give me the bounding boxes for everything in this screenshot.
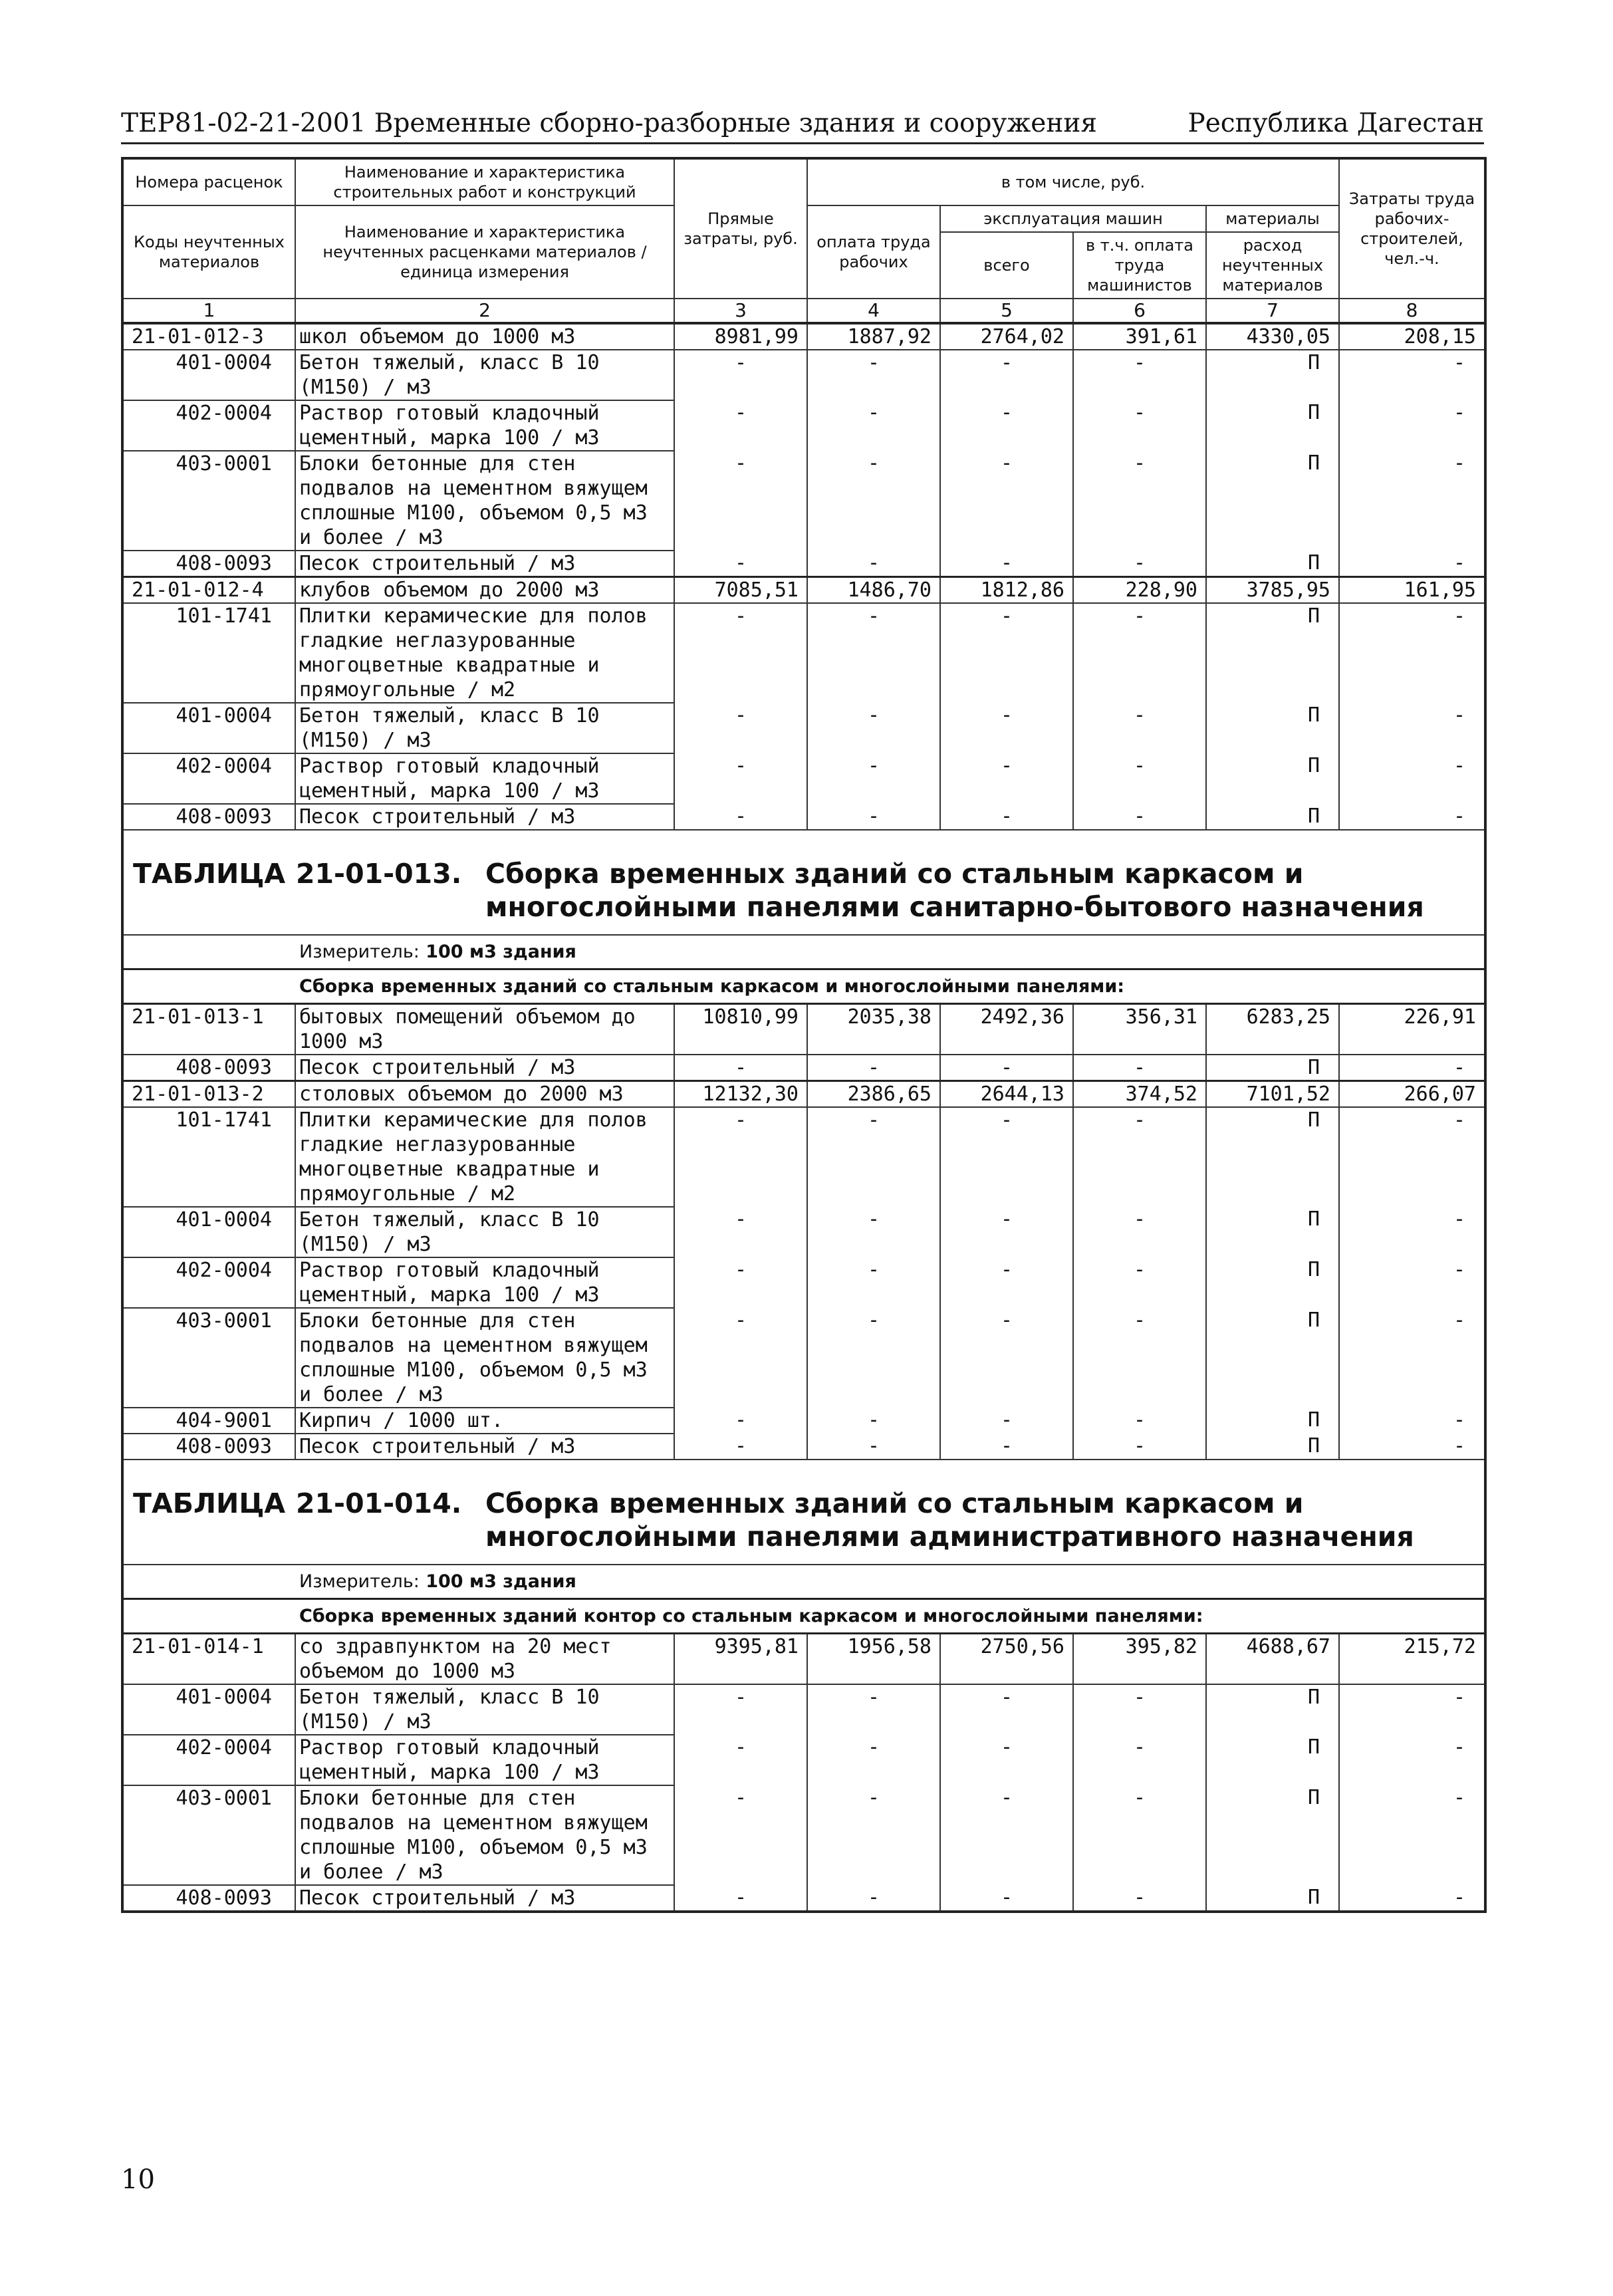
machines-total: - xyxy=(940,400,1073,451)
rate-code: 401-0004 xyxy=(122,1207,295,1257)
material-row xyxy=(122,1107,1485,1207)
header-materials: материалы xyxy=(1206,205,1339,232)
meter-label: Измеритель: xyxy=(299,1571,420,1592)
labor-cost: - xyxy=(1339,1408,1485,1434)
rate-name: столовых объемом до 2000 м3 xyxy=(295,1081,674,1108)
labor-cost: - xyxy=(1339,1885,1485,1912)
rate-code: 401-0004 xyxy=(122,350,295,400)
materials-cost: 3785,95 xyxy=(1206,577,1339,604)
direct-cost: - xyxy=(674,804,807,830)
machines-total: - xyxy=(940,1207,1073,1257)
labor-cost: 226,91 xyxy=(1339,1004,1485,1055)
machines-wages: 228,90 xyxy=(1073,577,1206,604)
table-title-text: Сборка временных зданий со стальным каркасом и многослойными панелями санитарно-бытового назначения xyxy=(485,858,1424,923)
rate-name: Песок строительный / м3 xyxy=(295,1055,674,1081)
material-row xyxy=(122,1207,1485,1257)
table-title xyxy=(122,830,1485,935)
machines-total: - xyxy=(940,1055,1073,1081)
wages-cost: - xyxy=(807,703,940,753)
labor-cost: - xyxy=(1339,350,1485,400)
labor-cost: - xyxy=(1339,1308,1485,1408)
material-row xyxy=(122,1785,1485,1885)
machines-wages: - xyxy=(1073,1055,1206,1081)
materials-cost: П xyxy=(1206,1408,1339,1434)
machines-total: - xyxy=(940,703,1073,753)
wages-cost: - xyxy=(807,603,940,703)
material-row xyxy=(122,1684,1485,1735)
rate-code: 101-1741 xyxy=(122,1107,295,1207)
col-number: 3 xyxy=(674,299,807,323)
material-row xyxy=(122,1308,1485,1408)
machines-wages: - xyxy=(1073,1207,1206,1257)
rate-code: 402-0004 xyxy=(122,753,295,804)
rate-name: бытовых помещений объемом до 1000 м3 xyxy=(295,1004,674,1055)
materials-cost: П xyxy=(1206,1107,1339,1207)
wages-cost: - xyxy=(807,804,940,830)
meter-row xyxy=(122,1565,1485,1599)
direct-cost: - xyxy=(674,1885,807,1912)
wages-cost: - xyxy=(807,1735,940,1785)
header-wages: оплата труда рабочих xyxy=(807,205,940,299)
materials-cost: П xyxy=(1206,1885,1339,1912)
labor-cost: - xyxy=(1339,1055,1485,1081)
wages-cost: - xyxy=(807,350,940,400)
rate-name: Плитки керамические для полов гладкие неглазурованные многоцветные квадратные и прямоугольные / м2 xyxy=(295,603,674,703)
labor-cost: - xyxy=(1339,400,1485,451)
labor-cost: - xyxy=(1339,451,1485,551)
materials-cost: 4330,05 xyxy=(1206,323,1339,350)
labor-cost: - xyxy=(1339,1785,1485,1885)
labor-cost: - xyxy=(1339,1257,1485,1308)
rate-code: 408-0093 xyxy=(122,1055,295,1081)
rate-name: Раствор готовый кладочный цементный, марка 100 / м3 xyxy=(295,400,674,451)
materials-cost: П xyxy=(1206,1684,1339,1735)
labor-cost: - xyxy=(1339,1207,1485,1257)
materials-cost: П xyxy=(1206,753,1339,804)
materials-cost: 7101,52 xyxy=(1206,1081,1339,1108)
materials-cost: 6283,25 xyxy=(1206,1004,1339,1055)
machines-wages: 391,61 xyxy=(1073,323,1206,350)
material-row xyxy=(122,1885,1485,1912)
rate-code: 402-0004 xyxy=(122,1735,295,1785)
rate-name: Бетон тяжелый, класс В 10 (М150) / м3 xyxy=(295,703,674,753)
rate-code: 21-01-012-4 xyxy=(122,577,295,604)
table-title-label: ТАБЛИЦА xyxy=(133,1487,286,1519)
machines-wages: - xyxy=(1073,703,1206,753)
rate-code: 408-0093 xyxy=(122,551,295,577)
table-title-row xyxy=(122,1460,1485,1565)
direct-cost: - xyxy=(674,1055,807,1081)
rate-name: Песок строительный / м3 xyxy=(295,1434,674,1460)
labor-cost: - xyxy=(1339,603,1485,703)
col-number: 4 xyxy=(807,299,940,323)
machines-total: - xyxy=(940,1107,1073,1207)
labor-cost: - xyxy=(1339,703,1485,753)
machines-wages: - xyxy=(1073,400,1206,451)
rate-name: Кирпич / 1000 шт. xyxy=(295,1408,674,1434)
machines-total: 1812,86 xyxy=(940,577,1073,604)
machines-wages: - xyxy=(1073,753,1206,804)
direct-cost: 10810,99 xyxy=(674,1004,807,1055)
rate-name: Плитки керамические для полов гладкие неглазурованные многоцветные квадратные и прямоугольные / м2 xyxy=(295,1107,674,1207)
rate-code: 408-0093 xyxy=(122,804,295,830)
machines-total: - xyxy=(940,804,1073,830)
rate-name: Песок строительный / м3 xyxy=(295,804,674,830)
machines-total: 2764,02 xyxy=(940,323,1073,350)
wages-cost: - xyxy=(807,1257,940,1308)
rate-code: 404-9001 xyxy=(122,1408,295,1434)
wages-cost: - xyxy=(807,1785,940,1885)
rate-code: 401-0004 xyxy=(122,703,295,753)
table-title-row xyxy=(122,830,1485,935)
table-title-number: 21-01-013. xyxy=(296,858,462,890)
machines-total: - xyxy=(940,1785,1073,1885)
col-number: 1 xyxy=(122,299,295,323)
materials-cost: П xyxy=(1206,603,1339,703)
materials-cost: 4688,67 xyxy=(1206,1634,1339,1685)
direct-cost: - xyxy=(674,551,807,577)
machines-total: 2750,56 xyxy=(940,1634,1073,1685)
direct-cost: - xyxy=(674,1207,807,1257)
table-title-wrap xyxy=(133,1487,1477,1553)
material-row xyxy=(122,1257,1485,1308)
machines-wages: - xyxy=(1073,1785,1206,1885)
materials-cost: П xyxy=(1206,400,1339,451)
materials-cost: П xyxy=(1206,451,1339,551)
wages-cost: 2035,38 xyxy=(807,1004,940,1055)
wages-cost: - xyxy=(807,1207,940,1257)
labor-cost: 208,15 xyxy=(1339,323,1485,350)
rate-row xyxy=(122,1004,1485,1055)
materials-cost: П xyxy=(1206,1055,1339,1081)
rate-code: 408-0093 xyxy=(122,1434,295,1460)
header-labor: Затраты труда рабочих-строителей, чел.-ч. xyxy=(1339,158,1485,299)
wages-cost: - xyxy=(807,451,940,551)
meter-label: Измеритель: xyxy=(299,942,420,962)
direct-cost: - xyxy=(674,451,807,551)
material-row xyxy=(122,603,1485,703)
machines-total: - xyxy=(940,753,1073,804)
materials-cost: П xyxy=(1206,1308,1339,1408)
group-heading: Сборка временных зданий контор со стальным каркасом и многослойными панелями: xyxy=(122,1599,1485,1634)
direct-cost: - xyxy=(674,400,807,451)
direct-cost: 12132,30 xyxy=(674,1081,807,1108)
wages-cost: - xyxy=(807,1107,940,1207)
materials-cost: П xyxy=(1206,1735,1339,1785)
meter-row xyxy=(122,935,1485,969)
machines-total: - xyxy=(940,1308,1073,1408)
rate-code: 408-0093 xyxy=(122,1885,295,1912)
direct-cost: 7085,51 xyxy=(674,577,807,604)
labor-cost: - xyxy=(1339,1735,1485,1785)
rate-code: 403-0001 xyxy=(122,1785,295,1885)
direct-cost: - xyxy=(674,603,807,703)
direct-cost: - xyxy=(674,1107,807,1207)
table-title-label: ТАБЛИЦА xyxy=(133,858,286,890)
wages-cost: - xyxy=(807,1408,940,1434)
col-number: 2 xyxy=(295,299,674,323)
rate-row xyxy=(122,1634,1485,1685)
rate-name: Бетон тяжелый, класс В 10 (М150) / м3 xyxy=(295,1684,674,1735)
column-numbers xyxy=(122,299,1485,323)
wages-cost: - xyxy=(807,400,940,451)
machines-total: - xyxy=(940,1684,1073,1735)
rate-name: Блоки бетонные для стен подвалов на цементном вяжущем сплошные М100, объемом 0,5 м3 и более / м3 xyxy=(295,451,674,551)
wages-cost: - xyxy=(807,551,940,577)
wages-cost: - xyxy=(807,1055,940,1081)
labor-cost: - xyxy=(1339,804,1485,830)
col-number: 7 xyxy=(1206,299,1339,323)
machines-total: - xyxy=(940,1735,1073,1785)
group-row xyxy=(122,969,1485,1004)
meter-value: 100 м3 здания xyxy=(426,942,576,962)
direct-cost: - xyxy=(674,1308,807,1408)
header-codes: Номера расценок xyxy=(122,158,295,205)
machines-wages: - xyxy=(1073,451,1206,551)
materials-cost: П xyxy=(1206,551,1339,577)
labor-cost: 161,95 xyxy=(1339,577,1485,604)
materials-cost: П xyxy=(1206,1257,1339,1308)
machines-total: - xyxy=(940,451,1073,551)
machines-wages: - xyxy=(1073,804,1206,830)
table-header xyxy=(122,158,1485,323)
direct-cost: - xyxy=(674,1434,807,1460)
rate-name: Блоки бетонные для стен подвалов на цементном вяжущем сплошные М100, объемом 0,5 м3 и более / м3 xyxy=(295,1308,674,1408)
machines-wages: - xyxy=(1073,350,1206,400)
labor-cost: 266,07 xyxy=(1339,1081,1485,1108)
wages-cost: 1887,92 xyxy=(807,323,940,350)
rate-name: школ объемом до 1000 м3 xyxy=(295,323,674,350)
direct-cost: - xyxy=(674,350,807,400)
machines-wages: - xyxy=(1073,1107,1206,1207)
rate-name: Песок строительный / м3 xyxy=(295,1885,674,1912)
machines-wages: - xyxy=(1073,1735,1206,1785)
direct-cost: - xyxy=(674,1408,807,1434)
region-name: Республика Дагестан xyxy=(1187,108,1484,138)
rate-name: Раствор готовый кладочный цементный, марка 100 / м3 xyxy=(295,1735,674,1785)
group-row xyxy=(122,1599,1485,1634)
wages-cost: 2386,65 xyxy=(807,1081,940,1108)
rate-name: Песок строительный / м3 xyxy=(295,551,674,577)
rate-code: 402-0004 xyxy=(122,1257,295,1308)
labor-cost: - xyxy=(1339,753,1485,804)
rate-code: 403-0001 xyxy=(122,1308,295,1408)
wages-cost: - xyxy=(807,1434,940,1460)
labor-cost: - xyxy=(1339,1107,1485,1207)
table-title-wrap xyxy=(133,857,1477,924)
col-number: 5 xyxy=(940,299,1073,323)
wages-cost: - xyxy=(807,1684,940,1735)
header-materials-use: расход неучтенных материалов xyxy=(1206,232,1339,299)
wages-cost: 1486,70 xyxy=(807,577,940,604)
direct-cost: - xyxy=(674,1735,807,1785)
rate-code: 403-0001 xyxy=(122,451,295,551)
machines-wages: - xyxy=(1073,1308,1206,1408)
materials-cost: П xyxy=(1206,1785,1339,1885)
rate-code: 101-1741 xyxy=(122,603,295,703)
direct-cost: - xyxy=(674,753,807,804)
rate-name: клубов объемом до 2000 м3 xyxy=(295,577,674,604)
materials-cost: П xyxy=(1206,1434,1339,1460)
machines-wages: - xyxy=(1073,1434,1206,1460)
rate-code: 401-0004 xyxy=(122,1684,295,1735)
table-title-number: 21-01-014. xyxy=(296,1487,462,1519)
material-row xyxy=(122,703,1485,753)
machines-total: - xyxy=(940,1257,1073,1308)
wages-cost: - xyxy=(807,753,940,804)
machines-wages: - xyxy=(1073,603,1206,703)
machines-total: - xyxy=(940,1408,1073,1434)
machines-total: - xyxy=(940,1434,1073,1460)
machines-wages: - xyxy=(1073,1684,1206,1735)
price-table xyxy=(121,157,1487,1913)
direct-cost: 9395,81 xyxy=(674,1634,807,1685)
machines-total: - xyxy=(940,603,1073,703)
machines-wages: - xyxy=(1073,1257,1206,1308)
col-number: 6 xyxy=(1073,299,1206,323)
machines-wages: 356,31 xyxy=(1073,1004,1206,1055)
table-title xyxy=(122,1460,1485,1565)
direct-cost: 8981,99 xyxy=(674,323,807,350)
direct-cost: - xyxy=(674,1684,807,1735)
group-heading: Сборка временных зданий со стальным каркасом и многослойными панелями: xyxy=(122,969,1485,1004)
rate-code: 21-01-013-1 xyxy=(122,1004,295,1055)
wages-cost: 1956,58 xyxy=(807,1634,940,1685)
material-row xyxy=(122,1408,1485,1434)
material-row xyxy=(122,400,1485,451)
rate-code: 21-01-012-3 xyxy=(122,323,295,350)
labor-cost: - xyxy=(1339,551,1485,577)
rate-name: Бетон тяжелый, класс В 10 (М150) / м3 xyxy=(295,1207,674,1257)
meter-value: 100 м3 здания xyxy=(426,1571,576,1592)
header-machines-wages: в т.ч. оплата труда машинистов xyxy=(1073,232,1206,299)
machines-total: 2492,36 xyxy=(940,1004,1073,1055)
rate-row xyxy=(122,577,1485,604)
table-body xyxy=(122,323,1485,1912)
header-name: Наименование и характеристика строительных работ и конструкций xyxy=(295,158,674,205)
machines-wages: - xyxy=(1073,551,1206,577)
rate-name: со здравпунктом на 20 мест объемом до 1000 м3 xyxy=(295,1634,674,1685)
material-row xyxy=(122,1055,1485,1081)
header-machines-total: всего xyxy=(940,232,1073,299)
machines-wages: - xyxy=(1073,1408,1206,1434)
rate-row xyxy=(122,323,1485,350)
machines-wages: 395,82 xyxy=(1073,1634,1206,1685)
material-row xyxy=(122,350,1485,400)
header-name-unaccounted: Наименование и характеристика неучтенных расценками материалов / единица измерения xyxy=(295,205,674,299)
direct-cost: - xyxy=(674,1257,807,1308)
rate-code: 21-01-014-1 xyxy=(122,1634,295,1685)
machines-total: - xyxy=(940,1885,1073,1912)
materials-cost: П xyxy=(1206,350,1339,400)
meter xyxy=(122,935,1485,969)
rate-code: 402-0004 xyxy=(122,400,295,451)
table-title-text: Сборка временных зданий со стальным каркасом и многослойными панелями административного назначения xyxy=(485,1487,1414,1553)
labor-cost: 215,72 xyxy=(1339,1634,1485,1685)
machines-wages: - xyxy=(1073,1885,1206,1912)
meter xyxy=(122,1565,1485,1599)
rate-name: Раствор готовый кладочный цементный, марка 100 / м3 xyxy=(295,1257,674,1308)
material-row xyxy=(122,753,1485,804)
material-row xyxy=(122,804,1485,830)
materials-cost: П xyxy=(1206,1207,1339,1257)
page-number: 10 xyxy=(121,2164,155,2195)
materials-cost: П xyxy=(1206,703,1339,753)
material-row xyxy=(122,1434,1485,1460)
header-direct: Прямые затраты, руб. xyxy=(674,158,807,299)
rate-code: 21-01-013-2 xyxy=(122,1081,295,1108)
machines-total: - xyxy=(940,551,1073,577)
col-number: 8 xyxy=(1339,299,1485,323)
material-row xyxy=(122,551,1485,577)
materials-cost: П xyxy=(1206,804,1339,830)
machines-total: - xyxy=(940,350,1073,400)
header-codes-unaccounted: Коды неучтенных материалов xyxy=(122,205,295,299)
page-header xyxy=(121,98,1484,144)
document-title: ТЕР81-02-21-2001 Временные сборно-разборные здания и сооружения xyxy=(121,108,1097,138)
header-machines: эксплуатация машин xyxy=(940,205,1206,232)
rate-name: Раствор готовый кладочный цементный, марка 100 / м3 xyxy=(295,753,674,804)
direct-cost: - xyxy=(674,1785,807,1885)
wages-cost: - xyxy=(807,1885,940,1912)
direct-cost: - xyxy=(674,703,807,753)
wages-cost: - xyxy=(807,1308,940,1408)
header-incl: в том числе, руб. xyxy=(807,158,1339,205)
material-row xyxy=(122,451,1485,551)
rate-name: Бетон тяжелый, класс В 10 (М150) / м3 xyxy=(295,350,674,400)
rate-row xyxy=(122,1081,1485,1108)
labor-cost: - xyxy=(1339,1434,1485,1460)
rate-name: Блоки бетонные для стен подвалов на цементном вяжущем сплошные М100, объемом 0,5 м3 и более / м3 xyxy=(295,1785,674,1885)
labor-cost: - xyxy=(1339,1684,1485,1735)
material-row xyxy=(122,1735,1485,1785)
machines-total: 2644,13 xyxy=(940,1081,1073,1108)
machines-wages: 374,52 xyxy=(1073,1081,1206,1108)
